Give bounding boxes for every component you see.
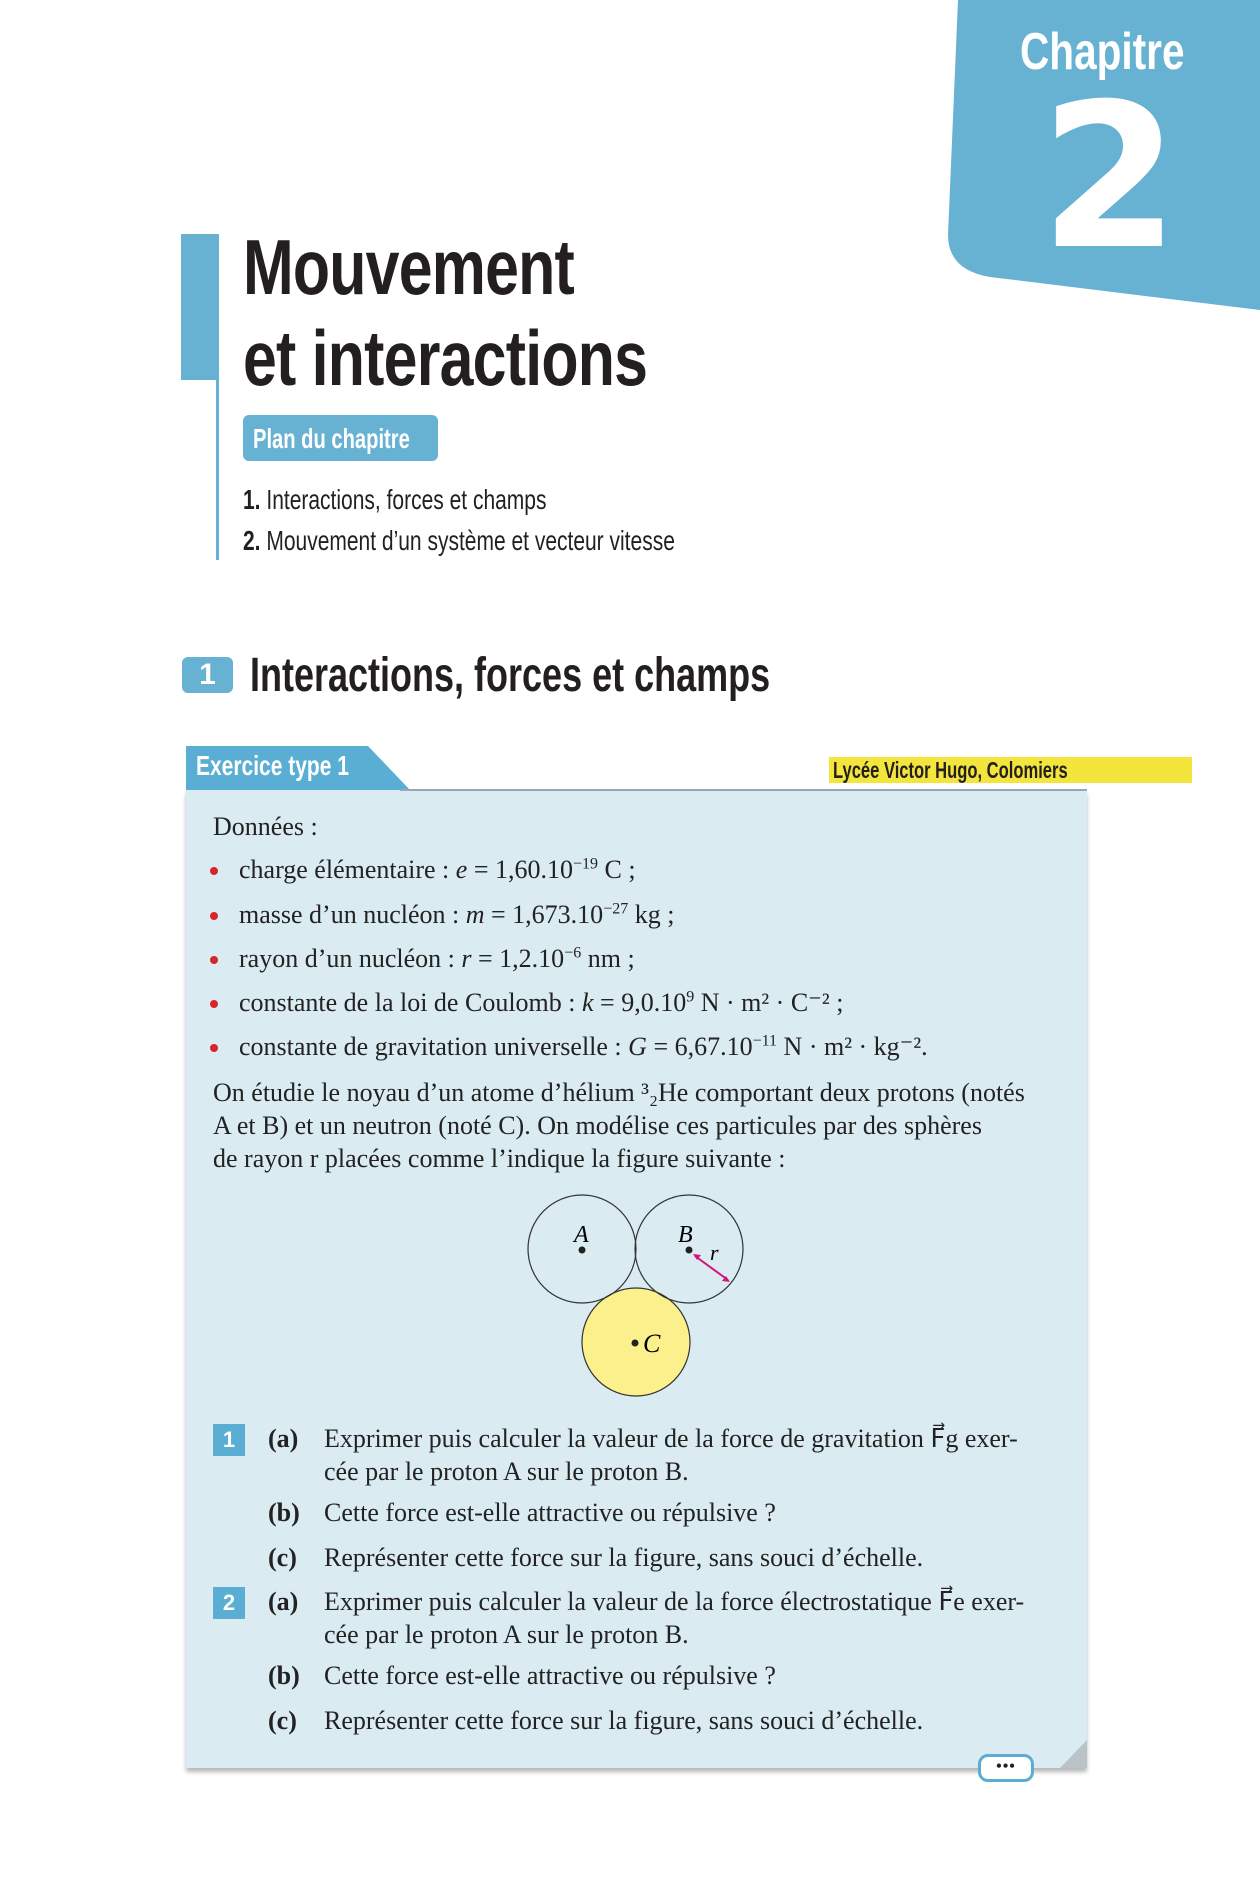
data-label: constante de la loi de Coulomb : [239, 988, 582, 1017]
plan-item-text: Mouvement d’un système et vecteur vitesse [266, 525, 675, 556]
data-value: = 1,673.10 [484, 900, 604, 929]
data-exponent: −27 [603, 900, 629, 918]
data-symbol: r [461, 944, 472, 973]
data-item [239, 944, 635, 974]
title-accent-line [216, 380, 219, 560]
data-unit: N · m² · C⁻² ; [694, 988, 844, 1017]
question-part-label: (b) [268, 1498, 300, 1527]
question-text: Cette force est-elle attractive ou répulsive ? [324, 1661, 776, 1690]
data-heading: Données : [213, 812, 318, 841]
data-exponent: 9 [686, 988, 695, 1006]
question-part-label: (a) [268, 1424, 299, 1453]
bullet-icon [210, 1000, 218, 1008]
data-value: = 1,2.10 [471, 944, 565, 973]
question-text: cée par le proton A sur le proton B. [324, 1620, 689, 1649]
plan-item-num: 1. [243, 484, 261, 515]
plan-item-num: 2. [243, 525, 261, 556]
label-c: C [643, 1329, 661, 1358]
intro-line-1: On étudie le noyau d’un atome d’hélium ³₂He comportant deux protons (notés [213, 1078, 1025, 1107]
data-item [239, 855, 636, 885]
chapter-number: 2 [1040, 61, 1180, 294]
plan-item-2[interactable] [243, 525, 675, 557]
bullet-icon [210, 1044, 218, 1052]
intro-line-2: A et B) et un neutron (noté C). On modélise ces particules par des sphères [213, 1111, 982, 1140]
data-label: charge élémentaire : [239, 855, 456, 884]
data-item [239, 1032, 928, 1062]
title-accent-bar [181, 234, 219, 380]
data-value: = 6,67.10 [646, 1032, 753, 1061]
question-part-label: (a) [268, 1587, 299, 1616]
more-button[interactable]: ••• [978, 1754, 1034, 1782]
data-exponent: −19 [573, 855, 599, 873]
point-c [632, 1340, 639, 1347]
data-unit: nm ; [581, 944, 635, 973]
data-item [239, 900, 674, 930]
question-part-label: (c) [268, 1706, 297, 1735]
data-symbol: e [455, 855, 468, 884]
data-unit: C ; [598, 855, 636, 884]
question-text: Représenter cette force sur la figure, sans souci d’échelle. [324, 1543, 924, 1572]
bullet-icon [210, 912, 218, 920]
plan-item-text: Interactions, forces et champs [266, 484, 547, 515]
label-b: B [678, 1222, 693, 1248]
question-text: Cette force est-elle attractive ou répulsive ? [324, 1498, 776, 1527]
page-title-line1: Mouvement [243, 223, 575, 311]
data-label: constante de gravitation universelle : [239, 1032, 629, 1061]
data-unit: N · m² · kg⁻². [777, 1032, 928, 1061]
label-r: r [710, 1240, 719, 1265]
section-title: Interactions, forces et champs [250, 649, 771, 702]
question-text: Exprimer puis calculer la valeur de la force de gravitation F⃗g exer- [324, 1424, 1018, 1453]
intro-line-3: de rayon r placées comme l’indique la figure suivante : [213, 1144, 786, 1173]
plan-label: Plan du chapitre [253, 423, 410, 454]
bullet-icon [210, 867, 218, 875]
data-label: masse d’un nucléon : [239, 900, 466, 929]
question-text: cée par le proton A sur le proton B. [324, 1457, 689, 1486]
data-exponent: −11 [752, 1032, 778, 1050]
exercise-label: Exercice type 1 [196, 750, 349, 781]
data-symbol: m [465, 900, 485, 929]
page-fold-corner [1060, 1740, 1090, 1770]
question-part-label: (c) [268, 1543, 297, 1572]
page-title-line2: et interactions [243, 314, 648, 402]
question-text: Représenter cette force sur la figure, sans souci d’échelle. [324, 1706, 924, 1735]
question-number-badge: 1 [213, 1424, 245, 1456]
label-a: A [574, 1222, 589, 1248]
question-text: Exprimer puis calculer la valeur de la force électrostatique F⃗e exer- [324, 1587, 1025, 1616]
data-value: = 1,60.10 [467, 855, 574, 884]
helium-nucleus-figure [500, 1180, 760, 1410]
data-label: rayon d’un nucléon : [239, 944, 462, 973]
source-highlight [829, 757, 1192, 783]
data-unit: kg ; [628, 900, 675, 929]
plan-badge [243, 415, 438, 461]
data-value: = 9,0.10 [593, 988, 687, 1017]
source-label: Lycée Victor Hugo, Colomiers [833, 757, 1068, 783]
question-part-label: (b) [268, 1661, 300, 1690]
data-item [239, 988, 843, 1018]
data-symbol: G [628, 1032, 647, 1061]
question-number-badge: 2 [213, 1587, 245, 1619]
exercise-rule [400, 789, 1087, 791]
chapter-word: Chapitre [1020, 23, 1185, 81]
section-number-badge: 1 [182, 657, 233, 693]
bullet-icon [210, 956, 218, 964]
data-exponent: −6 [564, 944, 582, 962]
data-symbol: k [582, 988, 594, 1017]
plan-item-1[interactable] [243, 484, 546, 516]
